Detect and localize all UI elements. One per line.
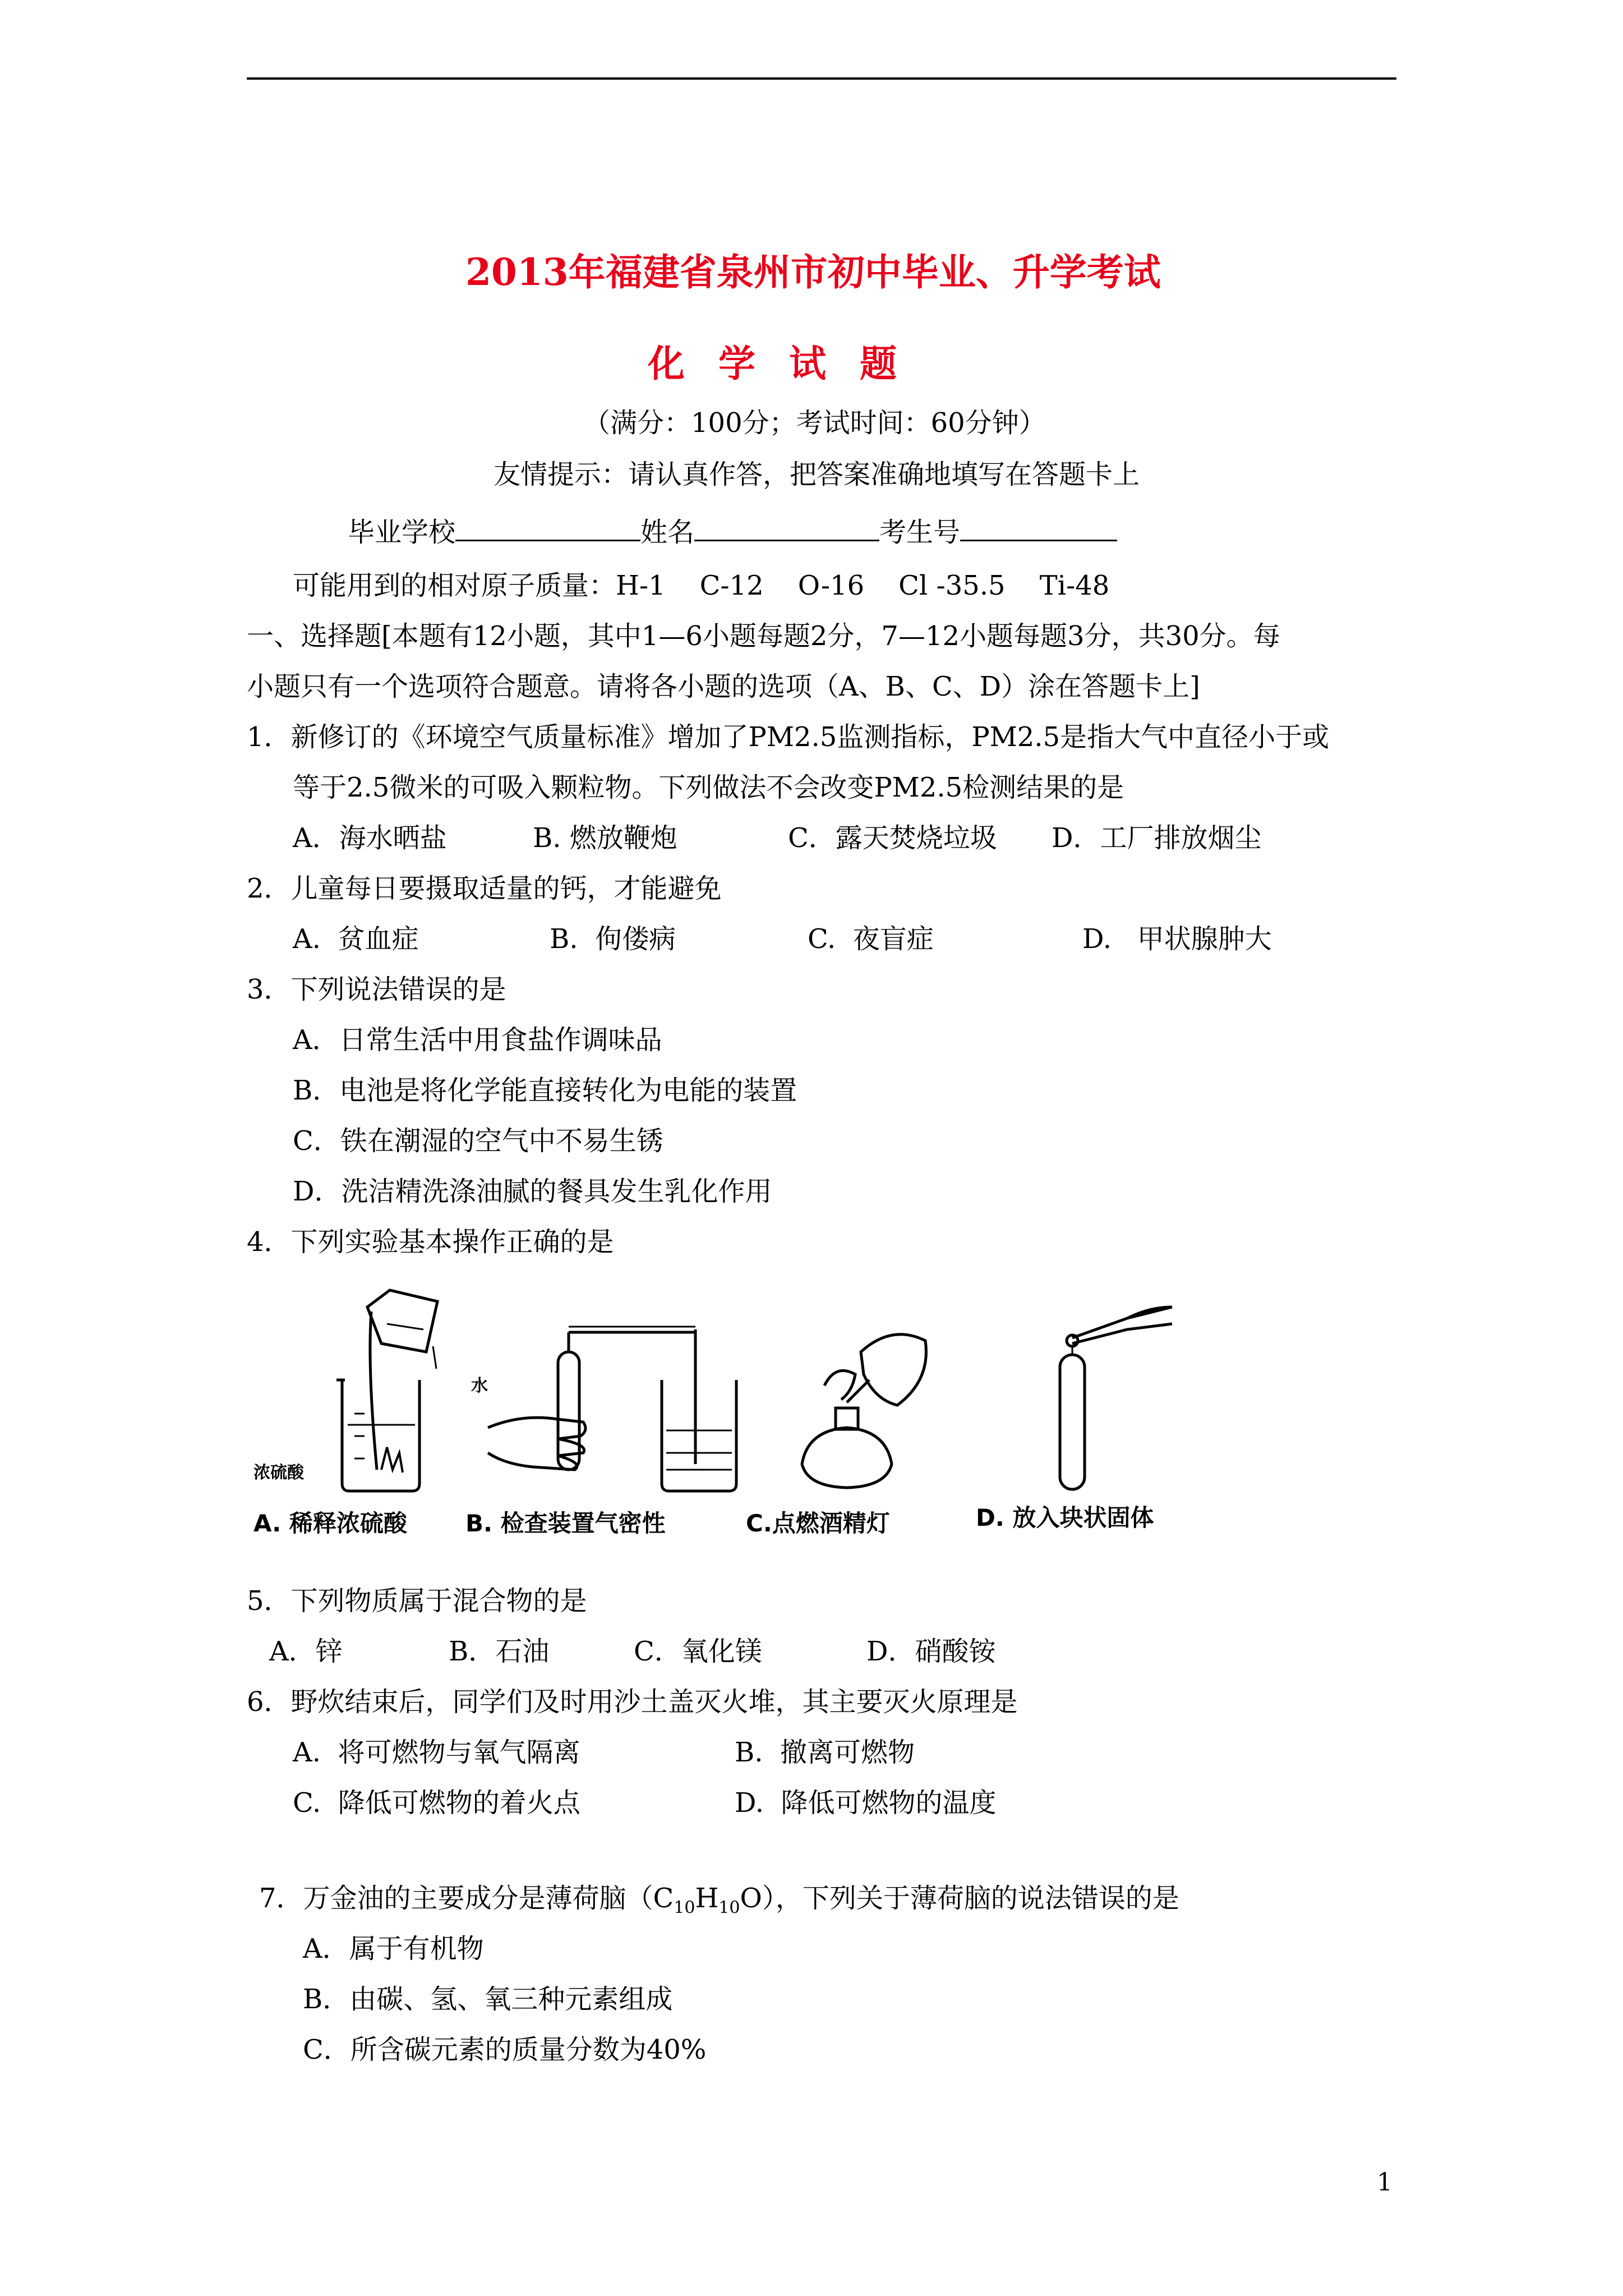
page-number: 1 [1377, 2168, 1393, 2197]
q7-option-a: A．属于有机物 [303, 1933, 484, 1964]
q5-option-a: A．锌 [269, 1636, 343, 1667]
exam-tip: 友情提示：请认真作答，把答案准确地填写在答题卡上 [494, 459, 1140, 490]
q4-apparatus-illustration [252, 1285, 1178, 1548]
section1-line2: 小题只有一个选项符合题意。请将各小题的选项（A、B、C、D）涂在答题卡上] [247, 671, 1200, 702]
header-rule [247, 77, 1396, 80]
q3-option-c: C．铁在潮湿的空气中不易生锈 [293, 1125, 663, 1157]
q7-subscript-c: 10 [674, 1898, 695, 1918]
q3-option-b: B．电池是将化学能直接转化为电能的装置 [293, 1075, 797, 1106]
exam-title: 2013年福建省泉州市初中毕业、升学考试 [465, 250, 1161, 294]
figure-acid-label: 浓硫酸 [253, 1463, 304, 1483]
figure-a-dilute-acid [336, 1290, 437, 1491]
exam-info: （满分：100分；考试时间：60分钟） [583, 407, 1046, 439]
id-blank[interactable] [960, 514, 1117, 541]
q1-line2: 等于2.5微米的可吸入颗粒物。下列做法不会改变PM2.5检测结果的是 [293, 772, 1124, 803]
section1-line1: 一、选择题[本题有12小题，其中1—6小题每题2分，7—12小题每题3分，共30分。每 [247, 620, 1280, 652]
school-blank[interactable] [455, 514, 640, 541]
q1-option-d: D．工厂排放烟尘 [1052, 822, 1262, 854]
q6-option-c: C. 降低可燃物的着火点 [293, 1787, 580, 1819]
q4-stem: 4．下列实验基本操作正确的是 [247, 1226, 614, 1258]
q1-line1: 1．新修订的《环境空气质量标准》增加了PM2.5监测指标，PM2.5是指大气中直径小于或 [247, 721, 1330, 753]
figure-label-d: D. 放入块状固体 [976, 1504, 1154, 1531]
q3-option-a: A．日常生活中用食盐作调味品 [293, 1024, 662, 1056]
q7-stem [259, 1885, 1179, 1917]
q2-stem: 2．儿童每日要摄取适量的钙，才能避免 [247, 873, 722, 904]
exam-subtitle: 化学试题 [648, 342, 930, 385]
figure-label-a: A. 稀释浓硫酸 [253, 1510, 407, 1537]
figure-c-light-lamp [802, 1335, 926, 1488]
q4-figure [252, 1285, 1178, 1548]
q5-option-b: B．石油 [449, 1636, 550, 1667]
q6-stem: 6．野炊结束后，同学们及时用沙土盖灭火堆，其主要灭火原理是 [247, 1686, 1018, 1718]
q7-stem-post: O），下列关于薄荷脑的说法错误的是 [740, 1883, 1179, 1914]
figure-label-c: C.点燃酒精灯 [746, 1510, 890, 1537]
atomic-masses: 可能用到的相对原子质量：H-1 C-12 O-16 Cl -35.5 Ti-48 [293, 570, 1110, 601]
q6-option-a: A. 将可燃物与氧气隔离 [293, 1737, 580, 1768]
id-label: 考生号 [879, 517, 961, 548]
q5-stem: 5．下列物质属于混合物的是 [247, 1585, 587, 1617]
q3-option-d: D．洗洁精洗涤油腻的餐具发生乳化作用 [293, 1176, 772, 1207]
q2-option-b: B. 佝偻病 [550, 923, 676, 955]
figure-label-b: B. 检查装置气密性 [465, 1510, 666, 1537]
q1-option-b: B. 燃放鞭炮 [533, 822, 677, 854]
figure-water-label: 水 [471, 1376, 488, 1396]
q7-stem-pre: 7．万金油的主要成分是薄荷脑（C [259, 1883, 674, 1914]
name-blank[interactable] [694, 514, 879, 541]
q1-option-c: C．露天焚烧垃圾 [788, 822, 997, 854]
name-label: 姓名 [640, 517, 695, 548]
figure-b-airtightness [488, 1327, 736, 1491]
q2-option-a: A. 贫血症 [293, 923, 419, 955]
q2-option-c: C. 夜盲症 [808, 923, 934, 955]
q7-option-b: B．由碳、氢、氧三种元素组成 [303, 1984, 673, 2015]
q7-option-c: C．所含碳元素的质量分数为40% [303, 2034, 707, 2065]
figure-d-add-solid [1060, 1307, 1172, 1489]
q5-option-d: D．硝酸铵 [866, 1636, 996, 1667]
q7-formula-h: H [695, 1883, 719, 1914]
q1-option-a: A．海水晒盐 [293, 822, 447, 854]
student-info-row [348, 514, 1117, 546]
q7-subscript-h: 10 [718, 1898, 740, 1918]
q2-option-d: D. 甲状腺肿大 [1082, 923, 1272, 955]
q3-stem: 3．下列说法错误的是 [247, 974, 506, 1005]
q6-option-d: D. 降低可燃物的温度 [735, 1787, 997, 1819]
q5-option-c: C．氧化镁 [634, 1636, 762, 1667]
school-label: 毕业学校 [348, 517, 456, 548]
q6-option-b: B. 撤离可燃物 [735, 1737, 915, 1768]
